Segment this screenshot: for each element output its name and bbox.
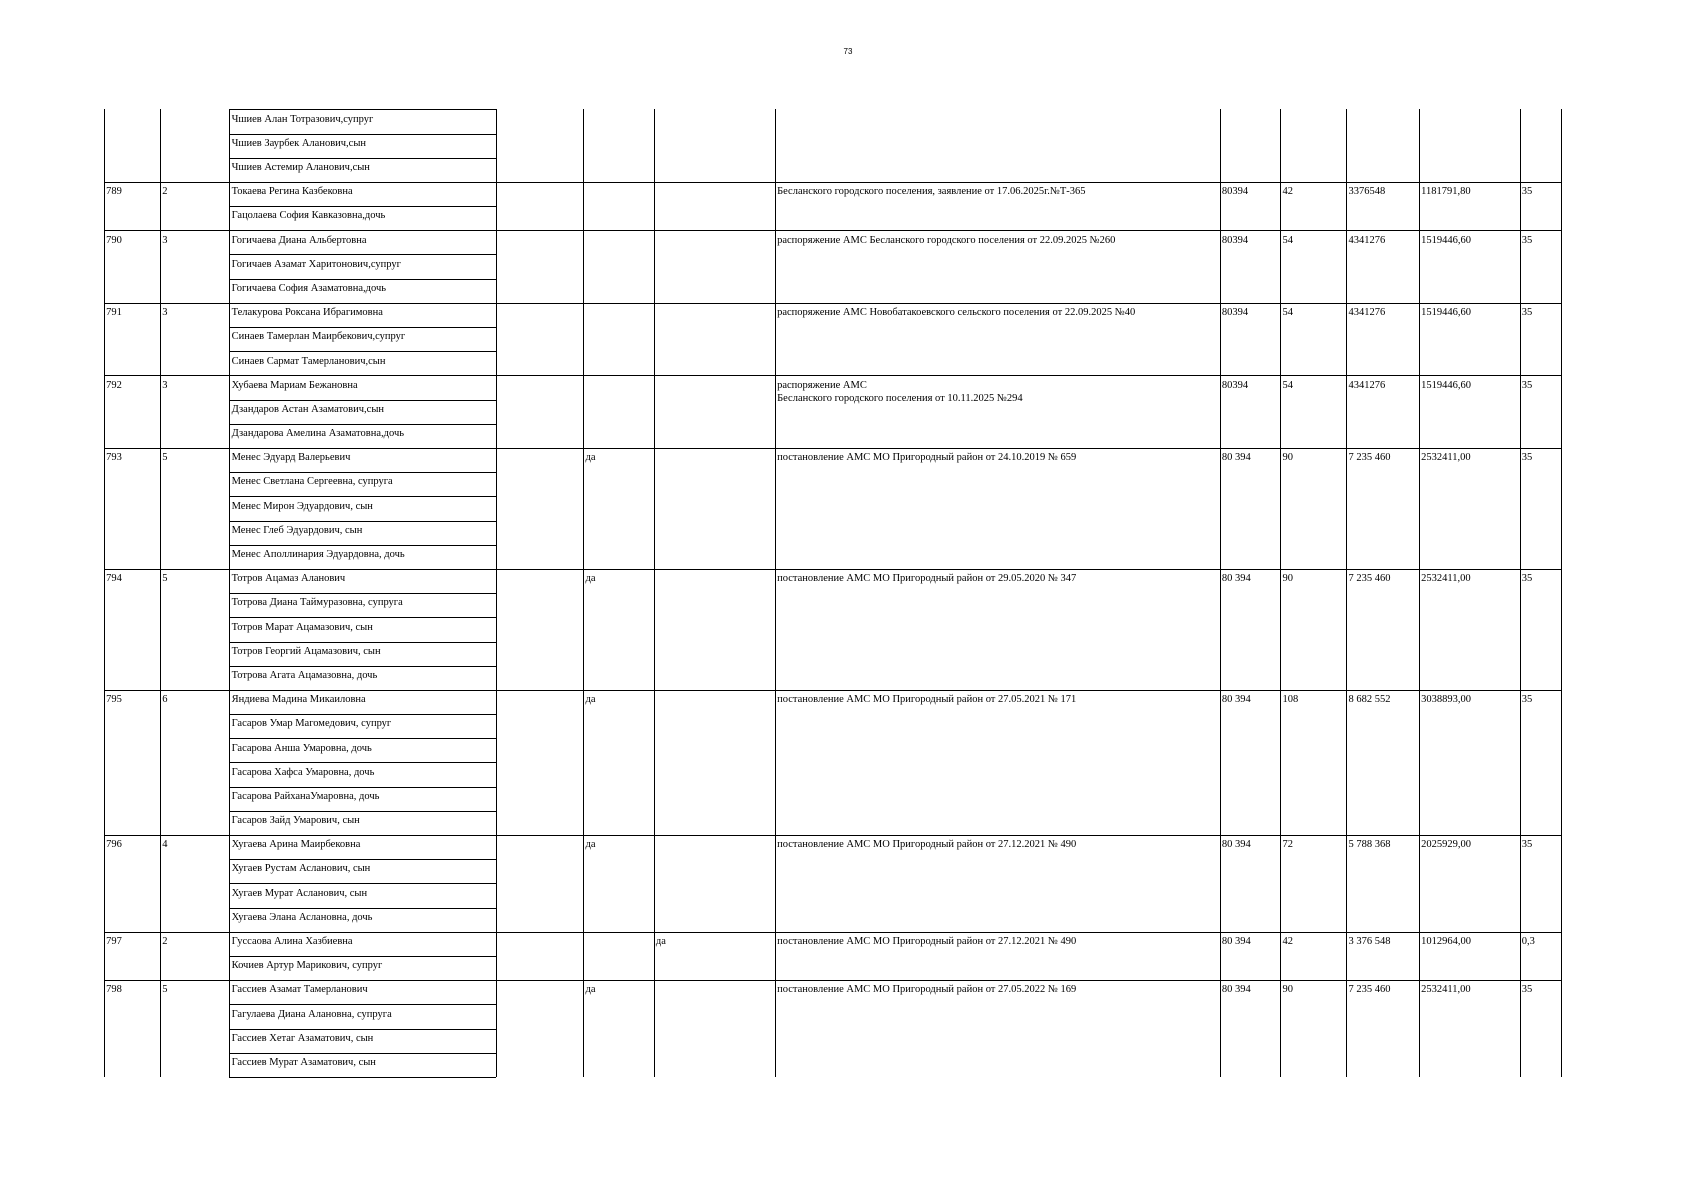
amount-cell: 4341276 xyxy=(1348,379,1386,391)
flag-cell: да xyxy=(585,694,596,706)
member-rule xyxy=(229,593,495,594)
area-cell: 42 xyxy=(1282,186,1293,198)
record-number: 796 xyxy=(106,839,122,851)
record-number: 798 xyxy=(106,984,122,996)
row-rule xyxy=(104,448,1561,449)
row-rule xyxy=(104,980,1561,981)
percent-cell: 35 xyxy=(1521,452,1533,464)
record-number: 797 xyxy=(106,936,122,947)
amount-cell: 80394 xyxy=(1221,186,1249,198)
member-rule xyxy=(229,158,495,159)
document-cell: постановление АМС МО Пригородный район от 24.10.2019 № 659 xyxy=(777,452,1077,464)
member-rule xyxy=(229,279,495,280)
record-number: 793 xyxy=(106,452,122,464)
document-cell: распоряжение АМС Новобатакоевского сельского поселения от 22.09.2025 №40 xyxy=(777,307,1136,319)
amount-cell: 80 394 xyxy=(1221,573,1251,585)
member-name: Гассиев Азамат Тамерланович xyxy=(231,984,368,996)
member-rule xyxy=(229,883,495,884)
member-name: Чшиев Астемир Аланович,сын xyxy=(231,161,370,173)
members-count: 5 xyxy=(162,984,168,996)
amount-cell: 1519446,60 xyxy=(1421,307,1471,319)
area-cell: 54 xyxy=(1282,234,1293,246)
members-count: 2 xyxy=(162,186,168,198)
member-name: Менес Мирон Эдуардович, сын xyxy=(231,500,373,512)
amount-cell: 80394 xyxy=(1221,379,1249,391)
member-name: Чшиев Заурбек Аланович,сын xyxy=(231,137,367,149)
member-name: Дзандарова Амелина Азаматовна,дочь xyxy=(231,428,405,439)
member-rule xyxy=(229,1053,495,1054)
percent-cell: 35 xyxy=(1521,573,1533,585)
member-rule xyxy=(229,642,495,643)
member-name: Менес Аполлинария Эдуардовна, дочь xyxy=(231,549,405,560)
document-cell: постановление АМС МО Пригородный район от 29.05.2020 № 347 xyxy=(777,573,1077,585)
area-cell: 108 xyxy=(1282,694,1299,706)
member-rule xyxy=(229,762,495,763)
member-name: Хугаев Рустам Асланович, сын xyxy=(231,863,371,875)
member-name: Токаева Регина Казбековна xyxy=(231,186,353,198)
member-rule xyxy=(229,1029,495,1030)
member-rule xyxy=(229,424,495,425)
member-name: Менес Светлана Сергеевна, супруга xyxy=(231,476,393,488)
member-name: Гассиев Мурат Азаматович, сын xyxy=(231,1056,376,1068)
member-rule xyxy=(229,327,495,328)
record-number: 795 xyxy=(106,694,122,706)
member-name: Гогичаева Диана Альбертовна xyxy=(231,234,367,246)
member-rule xyxy=(229,521,495,522)
member-name: Гасарова РайханаУмаровна, дочь xyxy=(231,790,380,802)
member-name: Тотров Георгий Ацамазович, сын xyxy=(231,645,381,657)
percent-cell: 35 xyxy=(1521,234,1533,246)
member-name: Гассиев Хетаг Азаматович, сын xyxy=(231,1032,374,1044)
members-count: 4 xyxy=(162,839,168,851)
member-rule xyxy=(229,1077,495,1078)
area-cell: 54 xyxy=(1282,379,1293,391)
amount-cell: 7 235 460 xyxy=(1348,452,1391,464)
amount-cell: 1012964,00 xyxy=(1421,936,1471,947)
amount-cell: 3038893,00 xyxy=(1421,694,1471,706)
member-rule xyxy=(229,472,495,473)
document-cell: Бесланского городского поселения, заявление от 17.06.2025г.№Т-365 xyxy=(777,186,1086,198)
members-count: 5 xyxy=(162,452,168,464)
member-name: Гогичаев Азамат Харитонович,супруг xyxy=(231,258,401,270)
row-rule xyxy=(104,182,1561,183)
document-cell: постановление АМС МО Пригородный район от 27.05.2021 № 171 xyxy=(777,694,1077,706)
member-rule xyxy=(229,811,495,812)
amount-cell: 80 394 xyxy=(1221,984,1251,996)
members-count: 3 xyxy=(162,234,168,246)
member-name: Менес Эдуард Валерьевич xyxy=(231,452,351,464)
member-name: Чшиев Алан Тотразович,супруг xyxy=(231,113,374,125)
members-count: 2 xyxy=(162,936,168,947)
member-name: Тотрова Диана Таймуразовна, супруга xyxy=(231,597,403,609)
amount-cell: 80 394 xyxy=(1221,694,1251,706)
area-cell: 54 xyxy=(1282,307,1293,319)
percent-cell: 35 xyxy=(1521,694,1533,706)
document-cell: постановление АМС МО Пригородный район от 27.12.2021 № 490 xyxy=(777,839,1077,851)
member-rule xyxy=(229,738,495,739)
member-name: Телакурова Роксана Ибрагимовна xyxy=(231,307,383,319)
row-rule xyxy=(104,569,1561,570)
amount-cell: 80 394 xyxy=(1221,452,1251,464)
amount-cell: 80394 xyxy=(1221,307,1249,319)
member-name: Хугаева Арина Маирбековна xyxy=(231,839,361,851)
amount-cell: 3 376 548 xyxy=(1348,936,1391,947)
area-cell: 90 xyxy=(1282,452,1293,464)
area-cell: 42 xyxy=(1282,936,1293,947)
percent-cell: 35 xyxy=(1521,839,1533,851)
area-cell: 90 xyxy=(1282,984,1293,996)
members-count: 5 xyxy=(162,573,168,585)
member-name: Дзандаров Астан Азаматович,сын xyxy=(231,403,385,415)
amount-cell: 1181791,80 xyxy=(1421,186,1471,198)
amount-cell: 2532411,00 xyxy=(1421,573,1471,585)
amount-cell: 80 394 xyxy=(1221,839,1251,851)
document-cell: распоряжение АМС Бесланского городского поселения от 10.11.2025 №294 xyxy=(777,379,1023,404)
member-rule xyxy=(229,254,495,255)
member-name: Хугаева Элана Аслановна, дочь xyxy=(231,911,373,923)
flag-cell: да xyxy=(585,839,596,851)
amount-cell: 2025929,00 xyxy=(1421,839,1471,851)
amount-cell: 3376548 xyxy=(1348,186,1386,198)
members-count: 6 xyxy=(162,694,168,706)
member-rule xyxy=(229,908,495,909)
amount-cell: 4341276 xyxy=(1348,307,1386,319)
member-rule xyxy=(229,666,495,667)
row-rule xyxy=(104,690,1561,691)
member-name: Гасарова Анша Умаровна, дочь xyxy=(231,742,372,754)
member-rule xyxy=(229,787,495,788)
amount-cell: 80 394 xyxy=(1221,936,1251,947)
member-rule xyxy=(229,206,495,207)
member-name: Менес Глеб Эдуардович, сын xyxy=(231,524,363,536)
member-name: Гуссаова Алина Хазбиевна xyxy=(231,936,353,947)
member-rule xyxy=(229,956,495,957)
column-rule xyxy=(1561,109,1562,1077)
amount-cell: 7 235 460 xyxy=(1348,984,1391,996)
member-name: Синаев Тамерлан Маирбекович,супруг xyxy=(231,331,406,343)
row-rule xyxy=(104,835,1561,836)
record-number: 790 xyxy=(106,234,122,246)
amount-cell: 80394 xyxy=(1221,234,1249,246)
percent-cell: 35 xyxy=(1521,307,1533,319)
area-cell: 90 xyxy=(1282,573,1293,585)
percent-cell: 35 xyxy=(1521,379,1533,391)
member-name: Гасаров Умар Магомедович, супруг xyxy=(231,718,392,730)
member-name: Тотров Марат Ацамазович, сын xyxy=(231,621,373,633)
member-name: Хубаева Мариам Бежановна xyxy=(231,379,358,391)
member-name: Яндиева Мадина Микаиловна xyxy=(231,694,366,706)
member-rule xyxy=(229,617,495,618)
member-rule xyxy=(229,496,495,497)
amount-cell: 8 682 552 xyxy=(1348,694,1391,706)
flag-cell: да xyxy=(585,452,596,464)
members-count: 3 xyxy=(162,307,168,319)
member-name: Кочиев Артур Марикович, супруг xyxy=(231,960,383,972)
area-cell: 72 xyxy=(1282,839,1293,851)
amount-cell: 1519446,60 xyxy=(1421,234,1471,246)
page-number: 73 xyxy=(843,47,853,56)
amount-cell: 5 788 368 xyxy=(1348,839,1391,851)
member-rule xyxy=(229,351,495,352)
record-number: 791 xyxy=(106,307,122,319)
member-name: Хугаев Мурат Асланович, сын xyxy=(231,887,368,899)
member-name: Гасаров Зайд Умарович, сын xyxy=(231,815,360,827)
member-name: Гацолаева София Кавказовна,дочь xyxy=(231,210,386,222)
record-number: 794 xyxy=(106,573,122,585)
percent-cell: 0,3 xyxy=(1521,936,1535,947)
amount-cell: 2532411,00 xyxy=(1421,984,1471,996)
record-number: 792 xyxy=(106,379,122,391)
member-name: Гагулаева Диана Алановна, супруга xyxy=(231,1008,392,1020)
member-rule xyxy=(229,714,495,715)
flag-cell: да xyxy=(585,573,596,585)
member-name: Гасарова Хафса Умаровна, дочь xyxy=(231,766,375,778)
row-rule xyxy=(104,932,1561,933)
percent-cell: 35 xyxy=(1521,984,1533,996)
amount-cell: 7 235 460 xyxy=(1348,573,1391,585)
document-cell: постановление АМС МО Пригородный район от 27.05.2022 № 169 xyxy=(777,984,1077,996)
flag-cell: да xyxy=(585,984,596,996)
member-rule xyxy=(229,134,495,135)
amount-cell: 4341276 xyxy=(1348,234,1386,246)
amount-cell: 1519446,60 xyxy=(1421,379,1471,391)
flag-cell: да xyxy=(655,936,666,947)
document-cell: распоряжение АМС Бесланского городского поселения от 22.09.2025 №260 xyxy=(777,234,1116,246)
row-rule xyxy=(104,303,1561,304)
amount-cell: 2532411,00 xyxy=(1421,452,1471,464)
member-top-rule xyxy=(229,109,495,110)
member-rule xyxy=(229,545,495,546)
member-name: Гогичаева София Азаматовна,дочь xyxy=(231,282,387,294)
member-rule xyxy=(229,1004,495,1005)
percent-cell: 35 xyxy=(1521,186,1533,198)
member-name: Тотрова Агата Ацамазовна, дочь xyxy=(231,669,378,681)
row-rule xyxy=(104,375,1561,376)
document-cell: постановление АМС МО Пригородный район от 27.12.2021 № 490 xyxy=(777,936,1077,947)
member-rule xyxy=(229,400,495,401)
members-count: 3 xyxy=(162,379,168,391)
member-rule xyxy=(229,859,495,860)
row-rule xyxy=(104,230,1561,231)
record-number: 789 xyxy=(106,186,122,198)
member-name: Синаев Сармат Тамерланович,сын xyxy=(231,355,386,367)
member-name: Тотров Ацамаз Аланович xyxy=(231,573,346,585)
